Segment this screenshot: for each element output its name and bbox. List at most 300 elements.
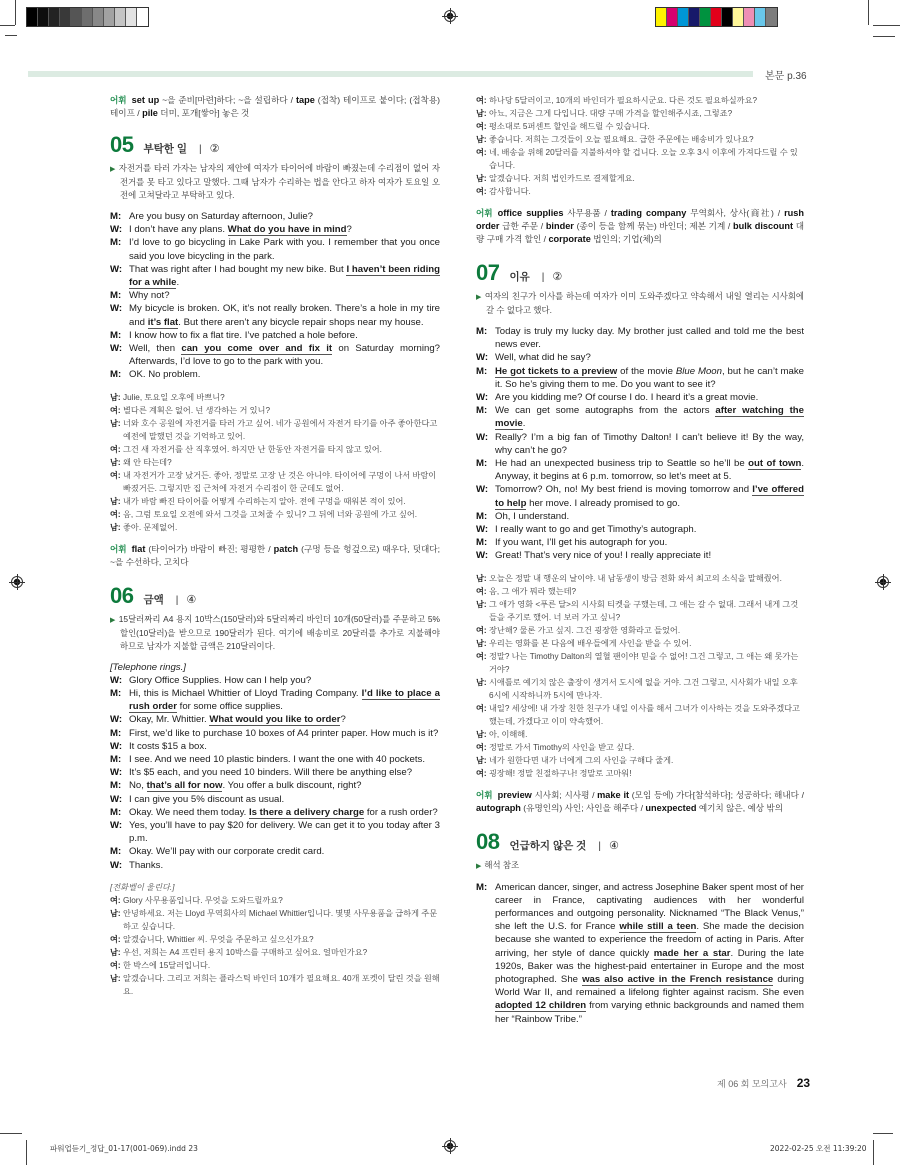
question-07 [476,260,805,815]
speaker-label: 남: [110,392,121,402]
dialogue-line [110,819,440,845]
speaker-label: 남: [476,729,487,739]
plain-text: I see. And we need 10 plastic binders. I want the one with 40 pockets. [129,754,425,766]
line-text: 아, 이해해. [489,729,528,739]
speaker-label: 남: [476,174,487,183]
plain-text: of the movie [617,365,676,377]
vocab-definition: 더미, 포개[쌓아] 놓은 것 [157,108,250,118]
color-swatch [38,8,49,26]
left-column [110,94,440,1007]
question-header [476,828,804,854]
speaker-label: M: [476,458,488,470]
speaker-label: 남: [476,755,487,765]
line-text [129,753,440,766]
question-type: 부탁한 일 [143,143,187,155]
color-swatch [656,8,667,26]
speaker-label: W: [476,524,489,536]
line-text [129,329,440,342]
vocab-term: preview [497,789,532,800]
line-text [495,457,804,483]
plain-text: Glory Office Supplies. How can I help you? [129,674,312,686]
line-text: 네가 원한다면 내가 너에게 그의 사인을 구해다 줄게. [489,755,674,765]
question-type: 언급하지 않은 것 [509,839,587,852]
plain-text: Well, what did he say? [495,352,591,364]
line-text [129,687,440,713]
speaker-label: M: [476,326,488,337]
dialogue-line [110,687,440,713]
speaker-label: 남: [110,496,121,506]
speaker-label: W: [110,714,123,726]
dialogue-line [110,263,440,289]
translation-line [110,456,440,469]
translation-line [110,946,440,959]
line-text [495,536,804,549]
dialogue-line [110,845,440,858]
speaker-label: W: [110,793,123,805]
translation-line [110,508,440,521]
line-text: 안녕하세요. 저는 Lloyd 무역회사의 Michael Whittier입니다. 몇몇 사무용품을 급하게 주문하고 싶습니다. [123,908,438,931]
answer-explanation [476,859,804,873]
line-text: 내 자전거가 고장 났거든. 좋아, 정말로 고장 난 것은 아니야. 타이어에 구멍이 나서 바람이 빠졌거든. 그렇지만 집 근처에 자전거 수리점이 한 군데도 없어. [123,470,437,493]
translation-line [110,933,440,946]
speaker-label: 여: [476,768,487,778]
line-text: 네, 배송을 위해 20달러를 지불하셔야 할 겁니다. 오늘 오후 3시 이후에 가져다드릴 수 있습니다. [489,148,798,170]
speaker-label: 남: [476,599,487,609]
speaker-label: W: [110,859,123,871]
translation-line [476,598,804,624]
translation-line [476,637,804,650]
dialogue-line [476,365,804,391]
plain-text: Okay. We’ll pay with our corporate credit card. [129,846,325,858]
question-number: 06 [110,582,134,608]
vocab-definition: 시사회; 시사평 / [531,789,598,800]
speaker-label: 여: [110,934,121,944]
line-text: 한 박스에 15달러입니다. [123,960,211,970]
color-swatch [700,8,711,26]
speaker-label: M: [476,405,488,417]
explanation-text: 해석 참조 [484,859,520,870]
translation-line [476,702,804,728]
color-swatch [755,8,766,26]
line-text: 아뇨, 지금은 그게 다입니다. 대량 구매 가격을 할인해주시죠, 그렇죠? [489,109,733,118]
translation-line [110,404,440,417]
triangle-bullet-icon: ▶ [110,166,116,173]
translation-line [476,650,804,676]
translation-line [476,572,804,585]
key-phrase: it’s flat [147,316,179,328]
translation-line [476,94,804,107]
plain-text: . [522,418,526,430]
vocab-top [110,94,440,120]
question-06 [110,582,440,998]
registration-mark-top-icon [444,10,456,22]
color-swatch [104,8,115,26]
key-phrase: I’ve offered to help [495,484,804,509]
line-text: 음, 그럼 토요일 오전에 와서 그것을 고쳐줄 수 있니? 그 뒤에 너와 공원에 가고 싶어. [123,509,418,519]
color-swatch [93,8,104,26]
dialogue-line [476,457,804,483]
translation-line [110,894,440,907]
line-text [129,793,440,806]
registration-mark-left-icon [11,576,23,588]
color-swatch [115,8,126,26]
dialogue-line [110,779,440,792]
speaker-label: 남: [476,135,487,144]
line-text: 우선, 저희는 A4 프린터 용지 10박스를 구매하고 싶어요. 얼마인가요? [123,947,368,957]
key-phrase: while still a teen [619,921,697,933]
answer-explanation [110,162,440,202]
color-swatch [711,8,722,26]
plain-text: I can give you 5% discount as usual. [129,793,285,805]
speaker-label: 남: [110,947,121,957]
plain-text: If you want, I’ll get his autograph for you. [495,537,668,549]
dialogue-line [110,210,440,223]
plain-text: . But there aren’t any bicycle repair shops near my house. [178,316,424,328]
vocab-definition: 급한 주문 / [499,221,546,231]
color-calibration-bar [655,7,778,27]
page-number: 23 [796,1076,811,1090]
speaker-label: 여: [110,405,121,415]
speaker-label: 남: [110,457,121,467]
dialogue-line [110,289,440,302]
question-type: 이유 [509,271,530,283]
vocab-definition: 사무용품 / [563,208,611,218]
dialogue-line [110,766,440,779]
crop-mark [26,1140,27,1165]
speaker-label: W: [110,263,123,275]
speaker-label: M: [110,754,122,766]
line-text: 왜 안 타는데? [123,457,172,467]
triangle-bullet-icon: ▶ [476,862,482,870]
translation-line [110,495,440,508]
title-italic: Blue Moon [675,365,722,377]
header-rule [28,71,753,77]
speaker-label: 여: [110,895,121,905]
plain-text: Are you busy on Saturday afternoon, Julie? [129,211,313,222]
translation-line [476,767,804,780]
dialogue-line [476,536,804,549]
line-text [129,302,440,328]
plain-text: First, we’d like to purchase 10 boxes of A4 printer paper. How much is it? [129,727,439,739]
plain-text: Great! That’s very nice of you! I really appreciate it! [495,550,712,562]
speaker-label: 남: [476,677,487,687]
vocab-term: patch [273,543,299,554]
plain-text: . [176,277,180,289]
plain-text: I don’t have any plans. [129,224,228,236]
line-text [495,351,804,364]
plain-text: Are you kidding me? Of course I do. I heard it’s a great movie. [495,392,759,404]
line-text: 하나당 5달러이고, 10개의 바인더가 필요하시군요. 다른 것도 필요하실까요? [489,96,758,105]
line-text: 알겠습니다. 저희 법인카드로 결제할게요. [489,174,635,183]
speaker-label: W: [110,303,123,315]
dialogue-line [476,510,804,523]
exam-label: 제 06 회 모의고사 [717,1079,787,1089]
speaker-label: 여: [476,148,487,157]
translation-line [110,521,440,534]
key-phrase: made her a star [653,947,731,959]
dialogue-script [110,210,440,382]
dialogue-line [110,329,440,342]
color-swatch [137,8,148,26]
speaker-label: M: [110,806,122,818]
speaker-label: W: [476,550,489,562]
translation-line [476,754,804,767]
speaker-label: 남: [476,109,487,118]
dialogue-line [110,793,440,806]
translation-stage-direction: [전화벨이 울린다.] [110,882,175,892]
line-text [129,289,440,302]
vocab-definition: 대량 구매 가격 할인 / [476,221,804,244]
print-slug-filename: 파워업듣기_정답_01-17(001-069).indd 23 [50,1144,198,1153]
registration-mark-right-icon [877,576,889,588]
line-text [129,819,440,845]
line-text: 알겠습니다. 그리고 저희는 플라스틱 바인더 10개가 필요해요. 40개 포켓이 달린 것을 원해요. [123,973,440,996]
vocab-term: flat [131,543,146,554]
speaker-label: M: [476,881,488,893]
vocab-definition: ~을 준비[마련]하다; ~을 설립하다 / [159,95,296,105]
plain-text: It costs $15 a box. [129,740,207,752]
color-swatch [678,8,689,26]
vocab-term: office supplies [497,208,564,218]
stage-direction: [Telephone rings.] [110,661,186,673]
line-text [495,365,804,391]
translation-line [476,133,804,146]
color-swatch [27,8,38,26]
line-text [495,549,804,562]
line-text [129,859,440,872]
dialogue-line [110,368,440,381]
vocab-term: unexpected [645,802,697,813]
line-text [495,325,804,351]
answer-choice: ④ [608,839,619,852]
key-phrase: He got tickets to a preview [495,365,618,377]
plain-text: Today is truly my lucky day. My brother just called and told me the best news ever. [495,326,804,351]
vocab-box [476,207,804,246]
question-header [476,260,804,285]
plain-text: Thanks. [129,859,164,871]
question-type: 금액 [143,593,164,606]
line-text: Julie, 토요일 오후에 바쁘니? [123,392,225,402]
speaker-label: 남: [110,973,121,983]
translation-line [110,443,440,456]
speaker-label: M: [476,537,488,549]
separator: | [598,840,601,852]
print-slug-timestamp: 2022-02-25 오전 11:39:20 [770,1144,867,1153]
vocab-definition: 예기치 않은, 예상 밖의 [696,802,784,813]
plain-text: for a rush order? [364,806,438,818]
triangle-bullet-icon: ▶ [110,616,116,624]
dialogue-script [476,325,804,563]
speaker-label: M: [110,237,122,249]
speaker-label: W: [110,224,123,236]
registration-mark-bottom-icon [444,1140,456,1152]
line-text: 오늘은 정말 내 행운의 날이야. 내 남동생이 방금 전화 와서 최고의 소식을 말해줬어. [489,573,782,583]
speaker-label: 남: [110,908,121,918]
plain-text: That was right after I had bought my new bike. But [129,263,347,275]
dialogue-line [476,483,804,509]
dialogue-translation-continued [476,94,804,198]
line-text: 평소대로 5퍼센트 할인을 해드릴 수 있습니다. [489,122,650,131]
dialogue-line [476,325,804,351]
crop-mark [873,1133,893,1134]
translation-line [476,676,804,702]
line-text [129,740,440,753]
speaker-label: M: [110,369,122,381]
dialogue-line [476,549,804,562]
key-phrase: I haven’t been riding for a while [129,263,440,289]
vocab-definition: (타이어가) 바람이 빠진; 평평한 / [145,543,274,554]
translation-line [476,172,804,185]
dialogue-line [110,236,440,262]
vocab-term: bulk discount [733,221,794,231]
translation-line [476,120,804,133]
line-text: Glory 사무용품입니다. 무엇을 도와드릴까요? [123,895,283,905]
plain-text: ? [346,224,352,236]
line-text [495,404,804,430]
vocab-definition: (유명인의) 사인; 사인을 해주다 / [520,802,646,813]
vocab-term: pile [142,108,158,118]
plain-text: . Anyway, it begins at 6 p.m. tomorrow, so let’s meet at 5. [495,458,804,483]
line-text: 정말로 가서 Timothy의 사인을 받고 싶다. [489,742,635,752]
line-text [129,806,440,819]
crop-mark [0,25,15,26]
plain-text: American dancer, singer, and actress Josephine Baker spent most of her career in France, captivating audiences with her wonderful performances and outgoing personality. Nicknamed “The Black Venus,” she left the U.S. for France [495,881,804,933]
vocab-label: 어휘 [476,208,493,218]
dialogue-line [110,674,440,687]
color-swatch [82,8,93,26]
translation-line [110,907,440,933]
translation-line [476,728,804,741]
speaker-label: M: [110,727,122,739]
dialogue-script [110,674,440,872]
color-swatch [733,8,744,26]
line-text: 음, 그 애가 뭐라 했는데? [489,586,577,596]
line-text [129,779,440,792]
color-swatch [49,8,60,26]
speaker-label: 여: [476,122,487,131]
dialogue-translation [476,572,804,780]
key-phrase: can you come over and fix it [181,343,333,355]
dialogue-line [110,223,440,236]
speaker-label: 여: [476,651,487,661]
answer-explanation [476,290,804,317]
color-swatch [722,8,733,26]
translation-line [110,972,440,998]
translation-line [476,146,804,172]
vocab-definition: (구멍 등을 헝겊으로) 때우다, 덧대다; ~을 수선하다, 고치다 [110,543,440,567]
line-text: 너와 호수 공원에 자전거를 타러 가고 싶어. 네가 공원에서 자전거 타기를 아주 좋아한다고 예전에 말했던 것을 기억하고 있어. [123,418,438,441]
grayscale-calibration-bar [26,7,149,27]
line-text [129,766,440,779]
monologue-script [476,881,804,1026]
plain-text: We can get some autographs from the actors [495,405,716,417]
color-swatch [71,8,82,26]
translation-line [476,185,804,198]
dialogue-line [110,753,440,766]
key-phrase: was also active in the French resistance [582,974,774,986]
plain-text: Why not? [129,290,170,302]
vocab-term: set up [131,95,160,105]
speaker-label: 남: [476,638,487,648]
dialogue-line [476,391,804,404]
plain-text: , but he can’t make it. So he’s giving them to me. Do you want to see it? [495,365,805,390]
vocab-definition: (종이 등을 함께 묶는) 바인더; 제본 기계 / [573,221,733,231]
speaker-label: 여: [110,960,121,970]
speaker-label: M: [110,688,122,700]
line-text: 정말? 나는 Timothy Dalton의 열혈 팬이야! 믿을 수 없어! 그건 그렇고, 그 애는 왜 못가는 거야? [489,651,799,674]
plain-text: Oh, I understand. [495,510,570,522]
plain-text: I know how to fix a flat tire. I’ve patched a hole before. [129,329,358,341]
crop-mark [0,1133,22,1134]
vocab-definition: 법인의; 기업(체)의 [590,234,662,244]
speaker-label: W: [110,343,123,355]
plain-text: . During the late 1920s, Baker was the highest-paid entertainer in Europe and the most photographed. She [495,947,804,986]
dialogue-line [476,404,804,430]
speaker-label: 여: [110,509,121,519]
speaker-label: 여: [476,742,487,752]
vocab-label: 어휘 [110,543,127,554]
plain-text: . You offer a bulk discount, right? [222,780,362,792]
dialogue-line [110,713,440,726]
color-swatch [744,8,755,26]
crop-mark [5,35,17,36]
line-text [495,881,804,1026]
plain-text: Hi, this is Michael Whittier of Lloyd Trading Company. [129,688,362,700]
key-phrase: out of town [748,458,802,470]
speaker-label: M: [110,846,122,858]
plain-text: Okay, Mr. Whittier. [129,714,210,726]
page-footer [717,1076,810,1090]
dialogue-translation [110,391,440,534]
speaker-label: 여: [476,187,487,196]
vocab-term: rush order [476,208,805,231]
plain-text: from varying ethnic backgrounds and named them her “Rainbow Tribe.” [495,1000,804,1025]
line-text [129,674,440,687]
speaker-label: 남: [110,418,121,428]
speaker-label: M: [110,329,122,341]
color-swatch [667,8,678,26]
speaker-label: M: [110,211,122,222]
speaker-label: 여: [110,470,121,480]
key-phrase: What do you have in mind [227,224,347,236]
plain-text: Well, then [129,343,182,355]
question-header [110,132,440,157]
right-column [476,94,804,1035]
vocab-label: 어휘 [110,95,127,105]
speaker-label: W: [110,674,123,686]
answer-choice: ② [209,143,220,155]
line-text [495,391,804,404]
vocab-term: trading company [610,208,687,218]
question-header [110,582,440,608]
vocab-box [110,543,440,569]
speaker-label: M: [110,780,122,792]
plain-text: for some office supplies. [176,701,283,713]
line-text [495,510,804,523]
explanation-text: 여자의 친구가 이사를 하는데 여자가 이미 도와주겠다고 약속해서 내일 열리는 시사회에 갈 수 없다고 했다. [484,291,805,315]
plain-text: It’s $5 each, and you need 10 binders. Will there be anything else? [129,767,413,779]
dialogue-line [110,342,440,368]
line-text: 알겠습니다, Whittier 씨. 무엇을 주문하고 싶으신가요? [123,934,314,944]
line-text: 좋습니다. 저희는 그것들이 오늘 필요해요. 급한 주문에는 배송비가 있나요? [489,135,754,144]
dialogue-line [110,859,440,872]
translation-line [476,741,804,754]
dialogue-line [110,740,440,753]
question-number: 07 [476,260,500,285]
speaker-label: 여: [476,96,487,105]
plain-text: Tomorrow? Oh, no! My best friend is moving tomorrow and [495,484,753,496]
separator: | [175,594,179,606]
